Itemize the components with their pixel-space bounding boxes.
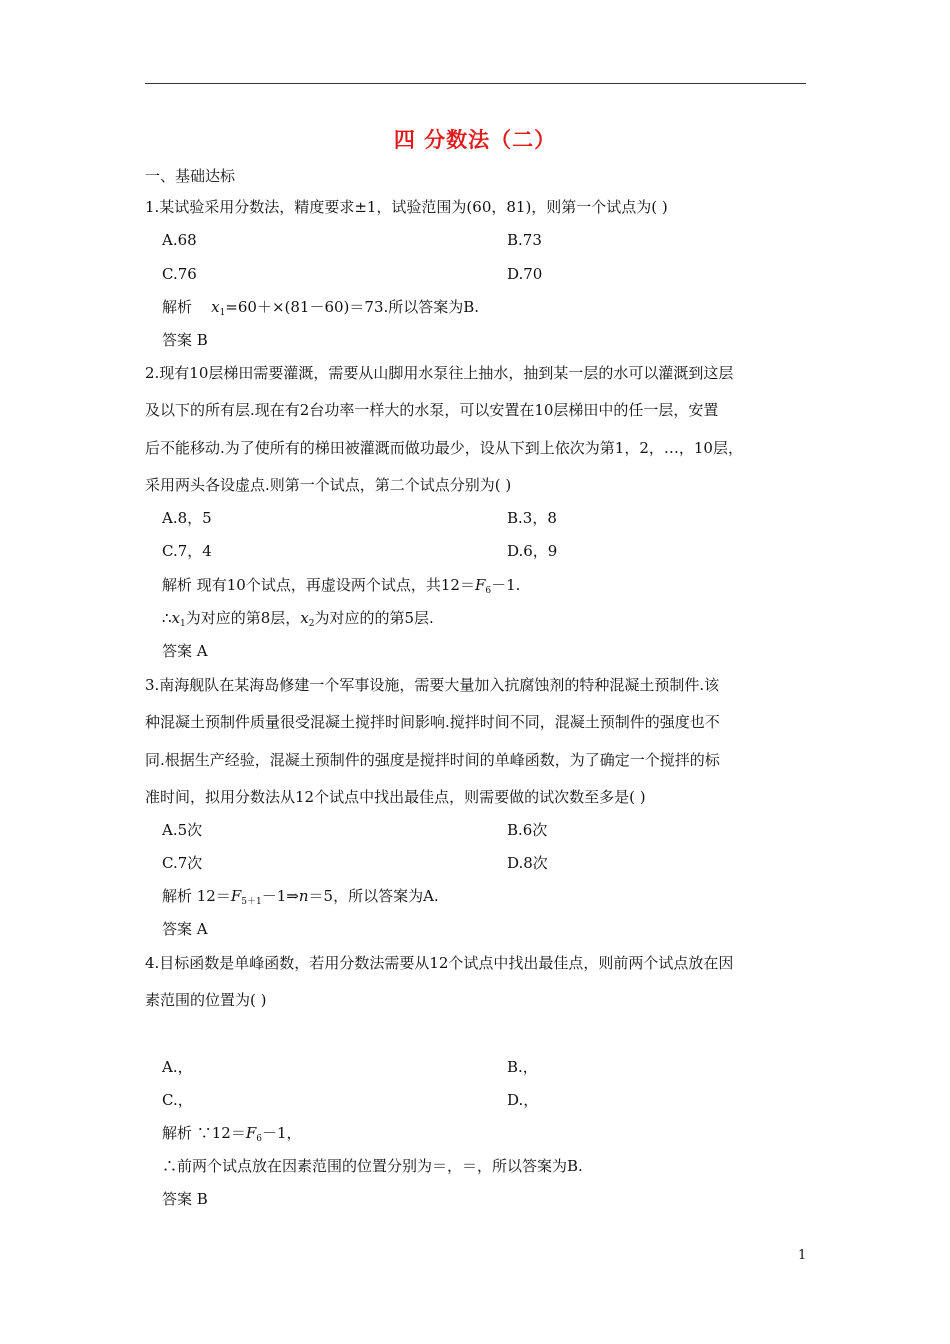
q2-answer: 答案 A (162, 642, 208, 660)
q4-line: 素范围的位置为( ) (145, 991, 267, 1009)
analysis-text: 为对应的的第5层. (314, 609, 434, 627)
q2-line: 及以下的所有层.现在有2台功率一样大的水泵，可以安置在10层梯田中的任一层，安置 (145, 401, 719, 419)
q2-line: 后不能移动.为了使所有的梯田被灌溉而做功最少，设从下到上依次为第1，2，…，10层， (145, 439, 743, 457)
q1-option-c: C.76 (162, 265, 197, 283)
analysis-label: 解析 (162, 298, 193, 316)
q4-option-d: D.， (507, 1091, 539, 1109)
q4-option-c: C.， (162, 1091, 193, 1109)
math-var: n (298, 887, 309, 905)
q3-answer: 答案 A (162, 920, 208, 938)
math-var: x (211, 298, 220, 316)
q4-option-a: A.， (162, 1058, 193, 1076)
page-number: 1 (798, 1248, 807, 1263)
math-sub: 1 (180, 619, 186, 629)
q1-text: 1.某试验采用分数法，精度要求±1，试验范围为(60，81)，则第一个试点为( ) (145, 198, 668, 216)
math-var: F (245, 1124, 257, 1142)
analysis-text: 解析 ∵12＝ (162, 1124, 246, 1142)
q2-option-a: A.8，5 (162, 509, 212, 527)
math-sub: 6 (256, 1134, 263, 1144)
q2-option-b: B.3，8 (507, 509, 557, 527)
q4-answer: 答案 B (162, 1190, 208, 1208)
math-var: x (171, 609, 181, 627)
q2-line: 2.现有10层梯田需要灌溉，需要从山脚用水泵往上抽水，抽到某一层的水可以灌溉到这层 (145, 364, 734, 382)
analysis-text: =60＋×(81－60)＝73.所以答案为B. (225, 298, 480, 316)
q1-answer: 答案 B (162, 331, 208, 349)
q3-line: 3.南海舰队在某海岛修建一个军事设施，需要大量加入抗腐蚀剂的特种混凝土预制件.该 (145, 676, 720, 694)
therefore-symbol: ∴ (162, 609, 172, 627)
analysis-text: 为对应的第8层， (185, 609, 301, 627)
math-var: x (300, 609, 309, 627)
q2-analysis (162, 575, 520, 601)
analysis-text: －1， (262, 1124, 302, 1142)
q1-option-b: B.73 (507, 231, 542, 249)
q3-line: 同.根据生产经验，混凝土预制件的强度是搅拌时间的单峰函数，为了确定一个搅拌的标 (145, 751, 720, 769)
q3-option-a: A.5次 (162, 821, 203, 839)
math-sub: 1 (219, 308, 226, 318)
math-sub: 2 (308, 619, 315, 629)
header-rule (145, 83, 806, 84)
analysis-text: －1. (491, 576, 521, 594)
q3-line: 准时间，拟用分数法从12个试点中找出最佳点，则需要做的试次数至多是( ) (145, 788, 646, 806)
q1-option-a: A.68 (162, 231, 197, 249)
analysis-text: 解析 12＝ (162, 887, 231, 905)
analysis-text: ＝5，所以答案为A. (308, 887, 439, 905)
q2-line: 采用两头各设虚点.则第一个试点，第二个试点分别为( ) (145, 476, 512, 494)
analysis-text: －1⇒ (261, 887, 299, 905)
q3-option-b: B.6次 (507, 821, 548, 839)
section-heading: 一、基础达标 (145, 167, 236, 185)
math-sub: 5＋1 (241, 897, 262, 907)
q1-option-d: D.70 (507, 265, 543, 283)
q4-option-b: B.， (507, 1058, 538, 1076)
math-var: F (230, 887, 242, 905)
q3-analysis (162, 886, 439, 912)
q4-line: 4.目标函数是单峰函数，若用分数法需要从12个试点中找出最佳点，则前两个试点放在因 (145, 954, 734, 972)
analysis-text: 解析 现有10个试点，再虚设两个试点，共12＝ (162, 576, 475, 594)
page-title: 四 分数法（二） (393, 127, 557, 152)
q2-analysis-2 (162, 608, 434, 634)
q1-analysis (162, 297, 479, 323)
q4-analysis-2: ∴前两个试点放在因素范围的位置分别为＝，＝，所以答案为B. (162, 1157, 583, 1175)
math-var: F (474, 576, 486, 594)
q3-option-c: C.7次 (162, 854, 203, 872)
q2-option-c: C.7，4 (162, 542, 212, 560)
q4-analysis (162, 1123, 302, 1149)
math-sub: 6 (485, 586, 492, 596)
q3-line: 种混凝土预制件质量很受混凝土搅拌时间影响.搅拌时间不同，混凝土预制件的强度也不 (145, 713, 720, 731)
q3-option-d: D.8次 (507, 854, 548, 872)
q2-option-d: D.6，9 (507, 542, 558, 560)
